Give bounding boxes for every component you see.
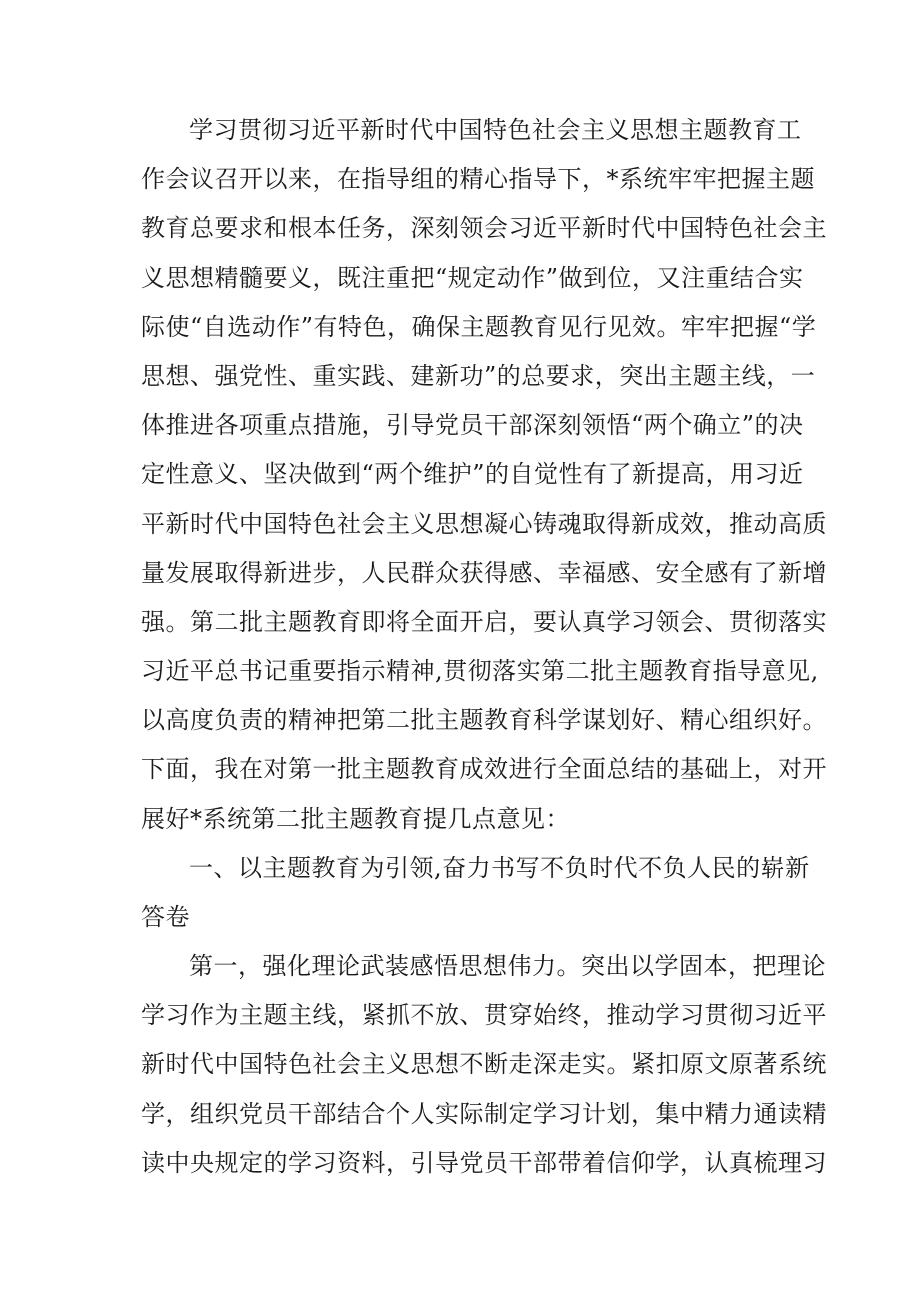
text-line: 定性意义、坚决做到“两个维护”的自觉性有了新提高，用习近 <box>141 460 804 489</box>
text-line: 际使“自选动作”有特色，确保主题教育见行见效。牢牢把握“学 <box>141 312 817 341</box>
text-line: 教育总要求和根本任务，深刻领会习近平新时代中国特色社会主 <box>141 214 827 243</box>
paragraph-first-point <box>141 942 827 1188</box>
text-line: 新时代中国特色社会主义思想不断走深走实。紧扣原文原著系统 <box>141 1050 827 1079</box>
text-line: 体推进各项重点措施，引导党员干部深刻领悟“两个确立”的决 <box>141 411 804 440</box>
text-line: 学习贯彻习近平新时代中国特色社会主义思想主题教育工 <box>189 116 802 144</box>
text-line: 习近平总书记重要指示精神,贯彻落实第二批主题教育指导意见, <box>141 657 819 686</box>
text-line: 义思想精髓要义，既注重把“规定动作”做到位，又注重结合实 <box>141 263 804 292</box>
text-line: 学，组织党员干部结合个人实际制定学习计划，集中精力通读精 <box>141 1099 827 1128</box>
heading-line: 答卷 <box>141 903 190 932</box>
text-line: 思想、强党性、重实践、建新功”的总要求，突出主题主线，一 <box>141 361 816 390</box>
text-line: 强。第二批主题教育即将全面开启，要认真学习领会、贯彻落实 <box>141 607 827 636</box>
text-line: 作会议召开以来，在指导组的精心指导下，*系统牢牢把握主题 <box>141 165 815 194</box>
text-line: 展好*系统第二批主题教育提几点意见： <box>141 804 570 833</box>
text-line: 读中央规定的学习资料，引导党员干部带着信仰学，认真梳理习 <box>141 1148 827 1177</box>
text-line: 以高度负责的精神把第二批主题教育科学谋划好、精心组织好。 <box>141 706 827 735</box>
text-line: 下面，我在对第一批主题教育成效进行全面总结的基础上，对开 <box>141 755 827 784</box>
paragraph-intro <box>141 106 827 844</box>
text-line: 量发展取得新进步，人民群众获得感、幸福感、安全感有了新增 <box>141 558 827 587</box>
text-line: 第一，强化理论武装感悟思想伟力。突出以学固本，把理论 <box>189 952 826 980</box>
text-line: 平新时代中国特色社会主义思想凝心铸魂取得新成效，推动高质 <box>141 509 827 538</box>
heading-line: 一、以主题教育为引领,奋力书写不负时代不负人民的崭新 <box>189 854 810 882</box>
section-heading <box>141 844 810 942</box>
text-line: 学习作为主题主线，紧抓不放、贯穿始终，推动学习贯彻习近平 <box>141 1001 827 1030</box>
